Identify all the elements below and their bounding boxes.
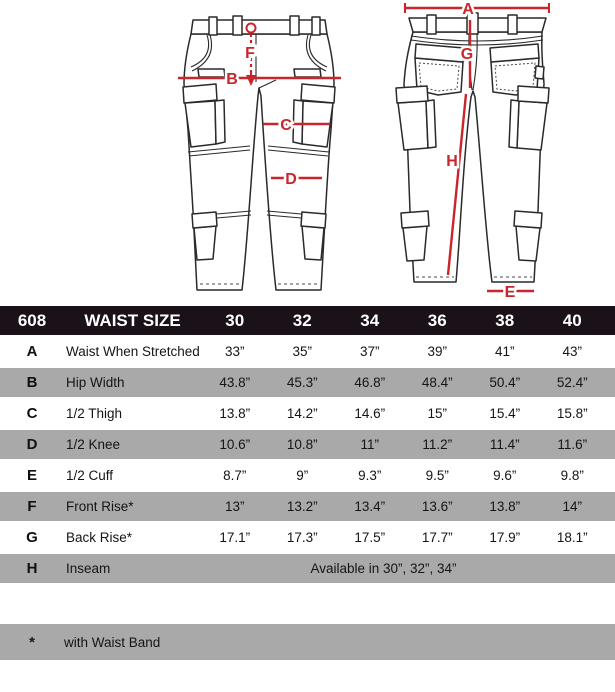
row-label: Hip Width bbox=[66, 375, 125, 390]
size-value-cell: 14.2” bbox=[286, 406, 318, 421]
size-value-cell: 18.1” bbox=[556, 530, 588, 545]
size-value-cell: 17.5” bbox=[354, 530, 386, 545]
back-side-tab bbox=[535, 66, 544, 79]
row-label: Inseam bbox=[66, 561, 111, 576]
row-letter: E bbox=[26, 467, 37, 484]
marker-f-label: F bbox=[245, 45, 255, 62]
size-value-cell: 39” bbox=[427, 344, 447, 359]
table-row bbox=[0, 522, 615, 553]
model-number: 608 bbox=[17, 310, 47, 330]
size-value-cell: 13.8” bbox=[489, 499, 521, 514]
back-calf-pocket-left bbox=[401, 211, 429, 261]
size-value-cell: 11.6” bbox=[557, 437, 588, 452]
size-value-cell: 33” bbox=[224, 344, 245, 359]
row-label: 1/2 Thigh bbox=[66, 406, 123, 421]
size-value-cell: 13.8” bbox=[219, 406, 251, 421]
footnote-text: with Waist Band bbox=[64, 634, 161, 650]
size-value-cell: 50.4” bbox=[489, 375, 521, 390]
marker-e-label: E bbox=[504, 284, 516, 301]
header-spacer bbox=[606, 306, 615, 336]
pants-measurement-diagram bbox=[0, 0, 615, 306]
inseam-availability: Available in 30”, 32”, 34” bbox=[310, 561, 457, 576]
size-col-30: 30 bbox=[225, 310, 245, 330]
row-letter: F bbox=[27, 498, 37, 515]
size-value-cell: 43” bbox=[562, 344, 582, 359]
marker-d-label: D bbox=[285, 171, 297, 188]
row-letter: A bbox=[26, 343, 38, 360]
size-value-cell: 9.5” bbox=[425, 468, 449, 483]
marker-c-label: C bbox=[280, 117, 292, 134]
size-value-cell: 17.3” bbox=[286, 530, 318, 545]
table-row bbox=[0, 336, 615, 367]
size-col-34: 34 bbox=[360, 310, 380, 330]
size-value-cell: 13.2” bbox=[286, 499, 318, 514]
size-col-38: 38 bbox=[495, 310, 515, 330]
size-value-cell: 11.2” bbox=[422, 437, 453, 452]
size-value-cell: 17.1” bbox=[219, 530, 251, 545]
footnote-row bbox=[0, 624, 615, 660]
row-letter: D bbox=[26, 436, 38, 453]
row-letter: B bbox=[26, 374, 38, 391]
table-header-row bbox=[0, 306, 615, 336]
row-label: 1/2 Knee bbox=[66, 437, 121, 452]
size-value-cell: 45.3” bbox=[286, 375, 318, 390]
size-value-cell: 43.8” bbox=[219, 375, 251, 390]
size-value-cell: 10.6” bbox=[219, 437, 251, 452]
table-row-inseam bbox=[0, 553, 615, 584]
size-value-cell: 35” bbox=[292, 344, 312, 359]
size-value-cell: 37” bbox=[359, 344, 380, 359]
size-value-cell: 48.4” bbox=[421, 375, 453, 390]
marker-g-label: G bbox=[460, 46, 474, 63]
row-label: Waist When Stretched bbox=[66, 344, 200, 359]
marker-h-label: H bbox=[446, 153, 458, 170]
footnote-symbol: * bbox=[29, 633, 35, 651]
table-row bbox=[0, 491, 615, 522]
size-value-cell: 13” bbox=[224, 499, 245, 514]
front-calf-pocket-right bbox=[301, 212, 326, 260]
size-value-cell: 17.9” bbox=[489, 530, 521, 545]
size-value-cell: 9.3” bbox=[358, 468, 382, 483]
size-value-cell: 15.4” bbox=[489, 406, 521, 421]
table-row bbox=[0, 429, 615, 460]
table-row bbox=[0, 367, 615, 398]
size-col-40: 40 bbox=[562, 310, 582, 330]
size-value-cell: 13.4” bbox=[354, 499, 386, 514]
size-value-cell: 11” bbox=[360, 437, 379, 452]
table-row bbox=[0, 398, 615, 429]
marker-b-label: B bbox=[226, 71, 238, 88]
size-value-cell: 17.7” bbox=[421, 530, 453, 545]
row-letter: H bbox=[26, 560, 38, 577]
row-label: 1/2 Cuff bbox=[66, 468, 114, 483]
size-col-32: 32 bbox=[292, 310, 312, 330]
marker-a-label: A bbox=[462, 1, 474, 18]
row-letter: G bbox=[26, 529, 38, 546]
size-value-cell: 15.8” bbox=[556, 406, 588, 421]
size-value-cell: 9.8” bbox=[560, 468, 584, 483]
pants-front-view bbox=[183, 16, 335, 290]
row-letter: C bbox=[26, 405, 38, 422]
back-calf-pocket-right bbox=[514, 211, 542, 261]
size-value-cell: 13.6” bbox=[421, 499, 453, 514]
row-label: Back Rise* bbox=[66, 530, 133, 545]
size-value-cell: 14.6” bbox=[354, 406, 386, 421]
row-label: Front Rise* bbox=[66, 499, 134, 514]
size-value-cell: 14” bbox=[562, 499, 582, 514]
size-value-cell: 15” bbox=[427, 406, 447, 421]
size-value-cell: 41” bbox=[494, 344, 515, 359]
size-value-cell: 52.4” bbox=[556, 375, 588, 390]
size-value-cell: 9.6” bbox=[493, 468, 517, 483]
size-value-cell: 46.8” bbox=[354, 375, 386, 390]
size-table bbox=[0, 306, 615, 585]
size-value-cell: 11.4” bbox=[489, 437, 520, 452]
size-value-cell: 10.8” bbox=[286, 437, 318, 452]
size-value-cell: 8.7” bbox=[223, 468, 247, 483]
size-col-36: 36 bbox=[427, 310, 447, 330]
waist-size-header: WAIST SIZE bbox=[84, 310, 181, 330]
front-calf-pocket-left bbox=[192, 212, 217, 260]
size-value-cell: 9” bbox=[296, 468, 309, 483]
table-row bbox=[0, 460, 615, 491]
